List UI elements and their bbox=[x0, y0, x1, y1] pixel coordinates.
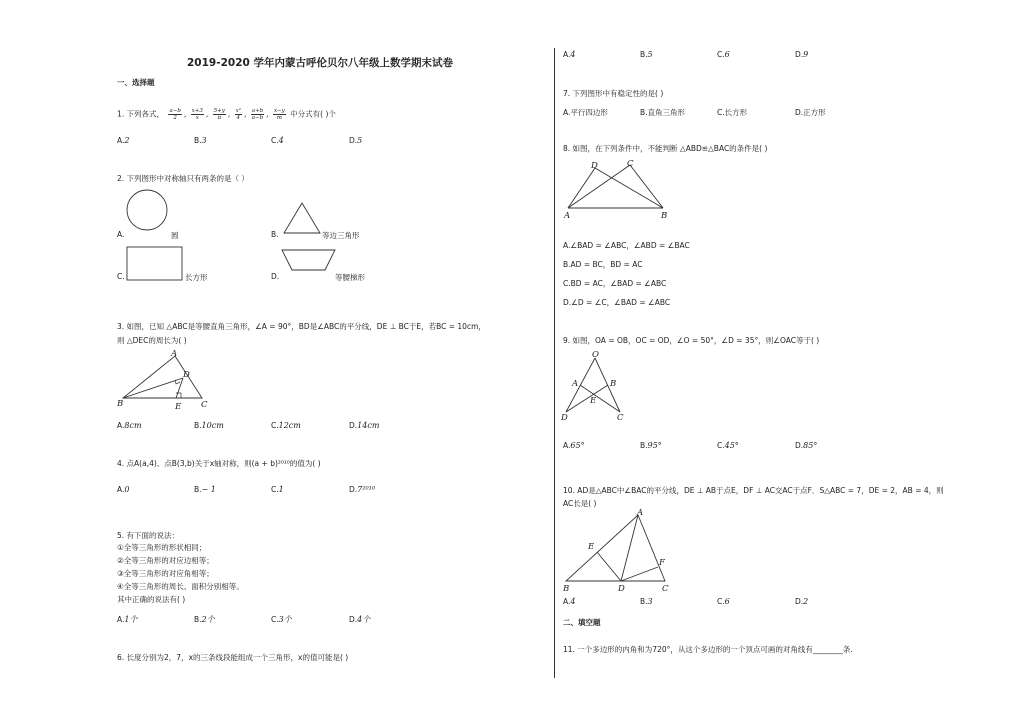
q6-option-d[interactable]: D.9 bbox=[795, 50, 809, 59]
fraction-1: $\frac{a-b}{2}$ bbox=[169, 108, 181, 121]
q1-option-d[interactable]: D.5 bbox=[349, 136, 363, 145]
page-title: 2019-2020 学年内蒙古呼伦贝尔八年级上数学期末试卷 bbox=[187, 57, 453, 69]
q8-label-b: B bbox=[661, 211, 668, 221]
q3-label-b: B bbox=[117, 399, 124, 409]
q10-label-b: B bbox=[563, 584, 570, 594]
q9-option-a[interactable]: A.65° bbox=[563, 441, 585, 450]
q10-option-c[interactable]: C.6 bbox=[717, 597, 730, 606]
q7-option-d[interactable]: D.正方形 bbox=[795, 108, 826, 117]
q2-option-b[interactable]: B. bbox=[271, 230, 279, 239]
question-5-line5: ④全等三角形的周长、面积分别相等。 bbox=[117, 582, 244, 591]
q8-figure bbox=[560, 156, 675, 222]
rectangle-shape bbox=[127, 247, 182, 280]
question-10-line2: AC长是( ) bbox=[563, 499, 597, 508]
question-6: 6. 长度分别为2，7，x的三条线段能组成一个三角形，x的值可能是( ) bbox=[117, 653, 349, 662]
q9-label-c: C bbox=[617, 413, 624, 423]
q1-option-c[interactable]: C.4 bbox=[271, 136, 284, 145]
q2-option-c[interactable]: C. bbox=[117, 272, 125, 281]
q5-option-a[interactable]: A.1个 bbox=[117, 615, 138, 624]
q8-label-a: A bbox=[564, 211, 571, 221]
q8-option-c[interactable]: C.BD = AC，∠BAD = ∠ABC bbox=[563, 279, 667, 288]
q10-label-d: D bbox=[618, 584, 625, 594]
q4-option-b[interactable]: B.− 1 bbox=[194, 485, 216, 494]
q3-option-a[interactable]: A.8cm bbox=[117, 421, 142, 430]
q10-label-c: C bbox=[662, 584, 669, 594]
q7-option-b[interactable]: B.直角三角形 bbox=[640, 108, 686, 117]
question-5-line2: ①全等三角形的形状相同； bbox=[117, 543, 207, 552]
equilateral-triangle-shape bbox=[284, 203, 320, 233]
q10-figure bbox=[558, 507, 678, 595]
q9-label-d: D bbox=[561, 413, 568, 423]
q2-option-a[interactable]: A. bbox=[117, 230, 125, 239]
q3-option-d[interactable]: D.14cm bbox=[349, 421, 380, 430]
isosceles-trapezoid-shape bbox=[282, 250, 335, 270]
fraction-2: $\frac{x+3}{x}$ bbox=[191, 108, 203, 121]
q6-option-b[interactable]: B.5 bbox=[640, 50, 653, 59]
q1-option-a[interactable]: A.2 bbox=[117, 136, 130, 145]
q8-option-b[interactable]: B.AD = BC，BD = AC bbox=[563, 260, 643, 269]
q5-option-c[interactable]: C.3个 bbox=[271, 615, 292, 624]
q4-option-d[interactable]: D.7²⁰¹⁰ bbox=[349, 485, 376, 494]
q2-label-rectangle: 长方形 bbox=[185, 273, 208, 282]
question-8: 8. 如图，在下列条件中，不能判断 △ABD≌△BAC的条件是( ) bbox=[563, 144, 768, 153]
q9-label-e: E bbox=[590, 396, 597, 406]
question-5-line1: 5. 有下面的说法： bbox=[117, 531, 180, 540]
q8-option-d[interactable]: D.∠D = ∠C，∠BAD = ∠ABC bbox=[563, 298, 671, 307]
q9-option-b[interactable]: B.95° bbox=[640, 441, 662, 450]
question-5-line3: ②全等三角形的对应边相等； bbox=[117, 556, 214, 565]
q10-option-b[interactable]: B.3 bbox=[640, 597, 653, 606]
q3-label-a: A bbox=[171, 350, 178, 359]
fraction-5: $\frac{a+b}{a-b}$ bbox=[251, 108, 264, 121]
q8-label-c: C bbox=[627, 159, 634, 169]
q9-figure bbox=[558, 348, 633, 426]
q9-label-o: O bbox=[592, 350, 599, 360]
q7-option-c[interactable]: C.长方形 bbox=[717, 108, 748, 117]
q3-option-b[interactable]: B.10cm bbox=[194, 421, 224, 430]
q10-option-d[interactable]: D.2 bbox=[795, 597, 809, 606]
section-heading-choice: 一、选择题 bbox=[117, 78, 155, 87]
fraction-4: $\frac{\text{x²}}{4}$ bbox=[235, 108, 241, 121]
question-11[interactable]: 11. 一个多边形的内角和为720°，从这个多边形的一个顶点可画的对角线有________条. bbox=[563, 645, 853, 654]
question-7: 7. 下列图形中有稳定性的是( ) bbox=[563, 89, 664, 98]
q10-label-a: A bbox=[637, 508, 644, 518]
q2-option-d[interactable]: D. bbox=[271, 272, 280, 281]
q9-option-d[interactable]: D.85° bbox=[795, 441, 818, 450]
q4-option-c[interactable]: C.1 bbox=[271, 485, 284, 494]
q9-label-b: B bbox=[610, 379, 617, 389]
question-4: 4. 点A(a,4)、点B(3,b)关于x轴对称，则(a + b)²⁰¹⁰的值为( ) bbox=[117, 459, 321, 468]
question-2: 2. 下列图形中对称轴只有两条的是（ ） bbox=[117, 174, 249, 183]
question-5-line4: ③全等三角形的对应角相等； bbox=[117, 569, 214, 578]
q3-label-d: D bbox=[183, 370, 190, 380]
q2-label-triangle: 等边三角形 bbox=[322, 231, 360, 240]
q9-label-a: A bbox=[572, 379, 579, 389]
q8-option-a[interactable]: A.∠BAD = ∠ABC，∠ABD = ∠BAC bbox=[563, 241, 690, 250]
question-3-line1: 3. 如图，已知 △ABC是等腰直角三角形，∠A = 90°，BD是∠ABC的平分线，DE ⊥ BC于E，若BC = 10cm， bbox=[117, 322, 486, 331]
q5-option-b[interactable]: B.2个 bbox=[194, 615, 215, 624]
q3-triangle-figure bbox=[115, 350, 215, 412]
q2-label-trapezoid: 等腰梯形 bbox=[335, 273, 365, 282]
q4-option-a[interactable]: A.0 bbox=[117, 485, 130, 494]
q3-label-e: E bbox=[175, 402, 182, 412]
fraction-3: $\frac{5+y}{\pi}$ bbox=[213, 108, 225, 121]
column-divider bbox=[554, 48, 555, 678]
q10-label-f: F bbox=[659, 558, 665, 568]
q2-label-circle: 圆 bbox=[171, 231, 179, 240]
q8-label-d: D bbox=[591, 161, 598, 171]
q10-option-a[interactable]: A.4 bbox=[563, 597, 576, 606]
question-1-prefix: 1. 下列各式， bbox=[117, 109, 165, 119]
q9-option-c[interactable]: C.45° bbox=[717, 441, 739, 450]
question-10-line1: 10. AD是△ABC中∠BAC的平分线，DE ⊥ AB于点E，DF ⊥ AC交AC于点F．S△ABC = 7，DE = 2，AB = 4，则 bbox=[563, 486, 944, 495]
fraction-6: $\frac{x-y}{m}$ bbox=[273, 108, 285, 121]
q6-option-c[interactable]: C.6 bbox=[717, 50, 730, 59]
question-1-suffix: 中分式有( )个 bbox=[290, 109, 336, 119]
section-heading-fill: 二、填空题 bbox=[563, 618, 601, 627]
question-5-line6: 其中正确的说法有( ) bbox=[117, 595, 186, 604]
question-1: 1. 下列各式， $\frac{a-b}{2}$ , $\frac{x+3}{x}$ , $\frac{5+y}{\pi}$ , $\frac{\text{x²}}{4}$ , $\frac{a+b}{a-b}$ , $\frac{x-y}{m}$ 中分式有( )个 bbox=[117, 108, 336, 121]
q7-option-a[interactable]: A.平行四边形 bbox=[563, 108, 608, 117]
q3-label-c: C bbox=[201, 400, 208, 410]
q1-option-b[interactable]: B.3 bbox=[194, 136, 207, 145]
q10-label-e: E bbox=[588, 542, 595, 552]
q3-option-c[interactable]: C.12cm bbox=[271, 421, 301, 430]
question-9: 9. 如图，OA = OB，OC = OD，∠O = 50°，∠D = 35°，则∠OAC等于( ) bbox=[563, 336, 820, 345]
q6-option-a[interactable]: A.4 bbox=[563, 50, 576, 59]
q5-option-d[interactable]: D.4个 bbox=[349, 615, 371, 624]
question-3-line2: 则 △DEC的周长为( ) bbox=[117, 336, 187, 345]
circle-shape bbox=[127, 190, 167, 230]
